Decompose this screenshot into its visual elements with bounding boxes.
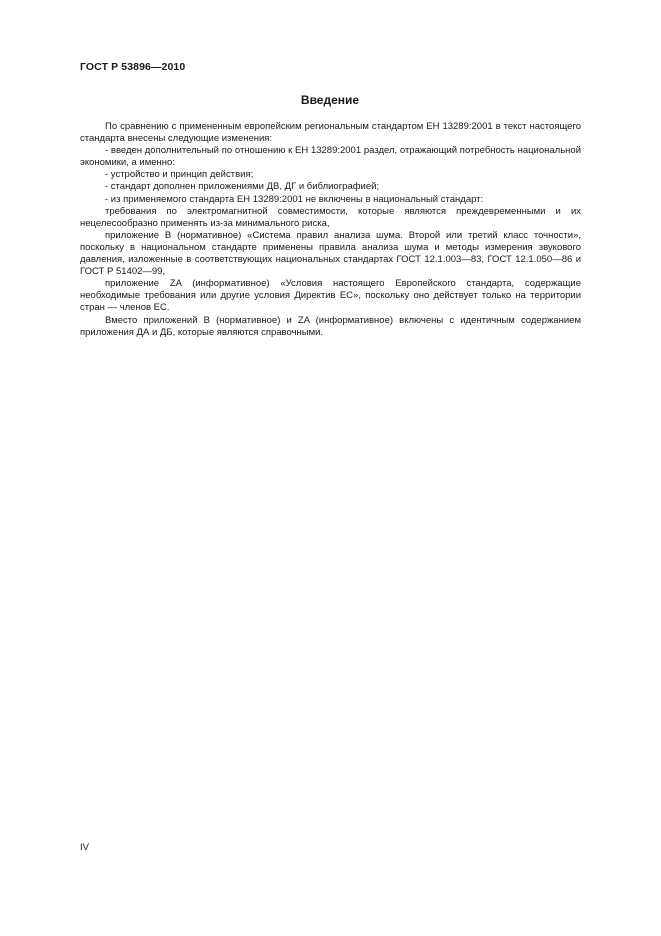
paragraph-change-4: - из применяемого стандарта ЕН 13289:2001 не включены в национальный стандарт: <box>105 193 484 205</box>
paragraph-change-1: - введен дополнительный по отношению к ЕН 13289:2001 раздел, отражающий потребность национальной экономики, а именно: <box>80 145 581 169</box>
paragraph-replacement: Вместо приложений В (нормативное) и ZA (информативное) включены с идентичным содержанием приложения ДА и ДБ, которые являются справочными. <box>80 314 581 338</box>
section-title: Введение <box>300 93 360 107</box>
paragraph-change-2: - устройство и принцип действия; <box>105 169 254 181</box>
paragraph-annex-za: приложение ZA (информативное) «Условия настоящего Европейского стандарта, содержащие необходимые требования или другие условия Директив ЕС», поскольку оно действует только на территории стран — членов ЕС. <box>80 278 581 314</box>
page-number: IV <box>80 842 89 853</box>
paragraph-annex-b: приложение В (нормативное) «Система правил анализа шума. Второй или третий класс точности», поскольку в национальном стандарте применены правила анализа шума и методы измерения звукового давления, изложенные в соответствующих национальных стандартах ГОСТ 12.1.003—83, ГОСТ 12.1.050—86 и ГОСТ Р 51402—99, <box>80 229 581 278</box>
paragraph-intro: По сравнению с примененным европейским региональным стандартом ЕН 13289:2001 в текст настоящего стандарта внесены следующие изменения: <box>80 121 581 145</box>
paragraph-change-3: - стандарт дополнен приложениями ДВ, ДГ и библиографией; <box>105 181 380 193</box>
section-body <box>80 121 581 339</box>
document-header: ГОСТ Р 53896—2010 <box>80 61 186 73</box>
paragraph-emc: требования по электромагнитной совместимости, которые являются преждевременными и их нецелесообразно применять из-за минимального риска, <box>80 205 581 229</box>
